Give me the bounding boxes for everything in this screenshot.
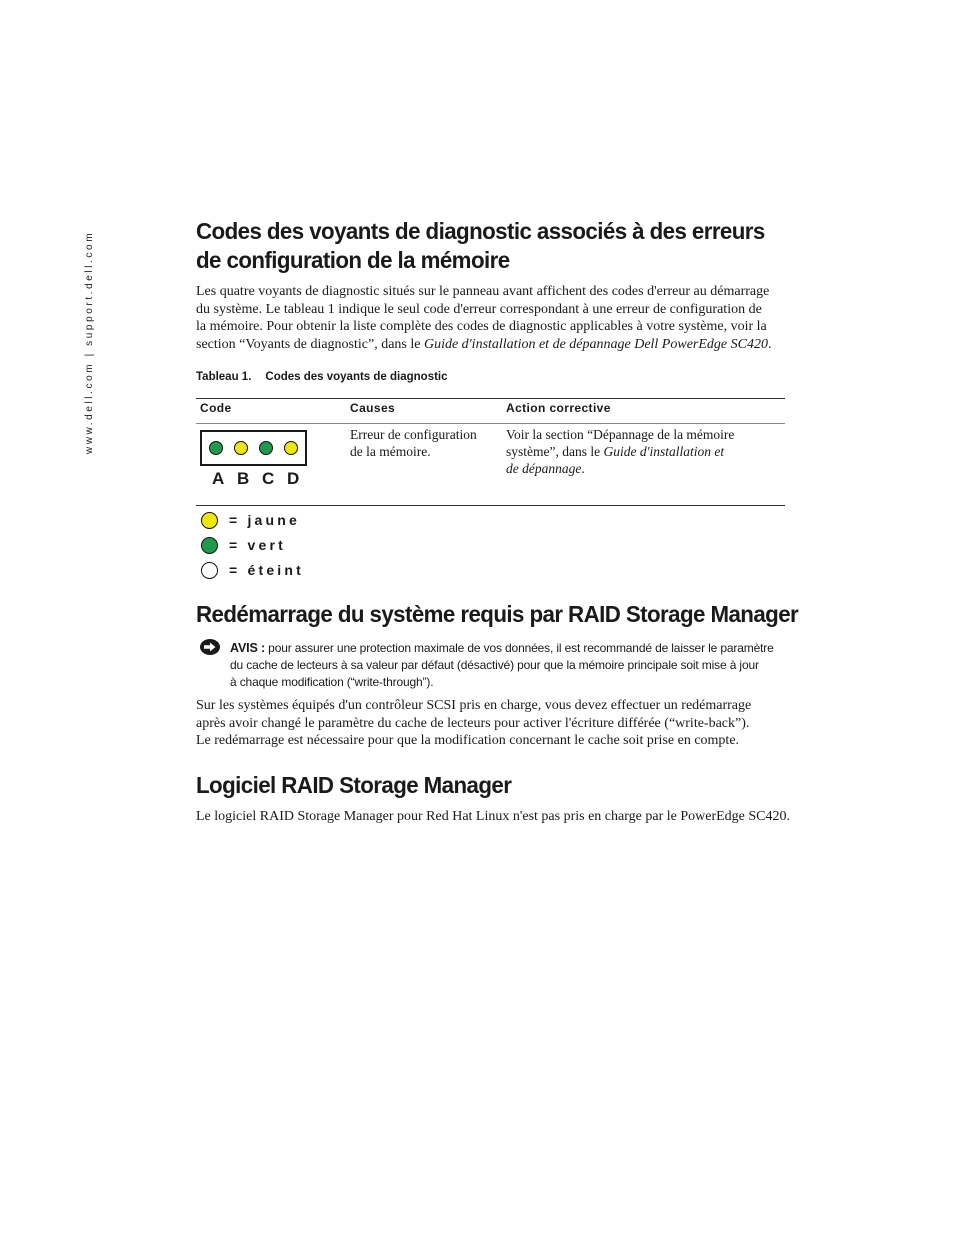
heading-raid-reboot: Redémarrage du système requis par RAID Storage Manager xyxy=(196,601,799,627)
table-header-code: Code xyxy=(200,401,232,415)
table-caption xyxy=(196,371,448,383)
table-caption-label: Tableau 1. xyxy=(196,371,252,383)
table-header-rule xyxy=(196,423,785,424)
diagnostic-led-panel xyxy=(200,430,307,466)
legend-off-led-icon xyxy=(201,562,218,579)
led-b-yellow-icon xyxy=(234,441,248,455)
section-raid-software-title xyxy=(196,771,816,800)
section-memory-diagnostic-title xyxy=(196,217,816,275)
section-raid-reboot-title xyxy=(196,600,836,629)
legend-green-led-icon xyxy=(201,537,218,554)
legend-green: = vert xyxy=(201,536,286,554)
heading-memory-diagnostic: Codes des voyants de diagnostic associés à des erreurs de configuration de la mémoire xyxy=(196,218,765,273)
paragraph-memory-diagnostic: Les quatre voyants de diagnostic situés sur le panneau avant affichent des codes d'erreur au démarrage du système. Le tableau 1 indique le seul code d'erreur correspondant à une erreur de configuration de la mémoire. Pour obtenir la liste complète des codes de diagnostic applicables à votre système, voir la section “Voyants de diagnostic”, dans le Guide d'installation et de dépannage Dell PowerEdge SC420. xyxy=(196,284,772,352)
table-header-action: Action corrective xyxy=(506,401,611,415)
led-letter-b: B xyxy=(237,469,250,488)
table-caption-title: Codes des voyants de diagnostic xyxy=(265,371,448,383)
table-cell-action: Voir la section “Dépannage de la mémoire système”, dans le Guide d'installation et de dépannage. xyxy=(506,427,735,476)
legend-off: = éteint xyxy=(201,561,304,579)
led-letter-d: D xyxy=(287,469,300,488)
led-c-green-icon xyxy=(259,441,273,455)
table-bottom-rule xyxy=(196,505,785,506)
led-letter-a: A xyxy=(212,469,225,488)
sidebar-url xyxy=(82,222,98,462)
notice-label: AVIS : xyxy=(230,641,265,655)
paragraph-raid-software: Le logiciel RAID Storage Manager pour Red Hat Linux n'est pas pris en charge par le PowerEdge SC420. xyxy=(196,809,791,824)
paragraph-raid-reboot: Sur les systèmes équipés d'un contrôleur SCSI pris en charge, vous devez effectuer un redémarrage après avoir changé le paramètre du cache de lecteurs pour activer l'écriture différée (“write-back”). Le redémarrage est nécessaire pour que la modification concernant le cache soit prise en compte. xyxy=(196,698,752,749)
led-letter-c: C xyxy=(262,469,275,488)
notice-arrow-icon xyxy=(199,638,221,656)
heading-raid-software: Logiciel RAID Storage Manager xyxy=(196,772,512,798)
legend-yellow: = jaune xyxy=(201,511,300,529)
sidebar-url-text: www.dell.com | support.dell.com xyxy=(84,230,96,454)
led-d-yellow-icon xyxy=(284,441,298,455)
notice-text: AVIS : pour assurer une protection maximale de vos données, il est recommandé de laisser le paramètre du cache de lecteurs à sa valeur par défaut (désactivé) pour que la mémoire principale soit mise à jour à chaque modification (“write-through”). xyxy=(230,641,774,689)
table-top-rule xyxy=(196,398,785,399)
table-cell-cause: Erreur de configuration de la mémoire. xyxy=(350,427,477,459)
legend-yellow-led-icon xyxy=(201,512,218,529)
led-a-green-icon xyxy=(209,441,223,455)
table-header-causes: Causes xyxy=(350,401,396,415)
